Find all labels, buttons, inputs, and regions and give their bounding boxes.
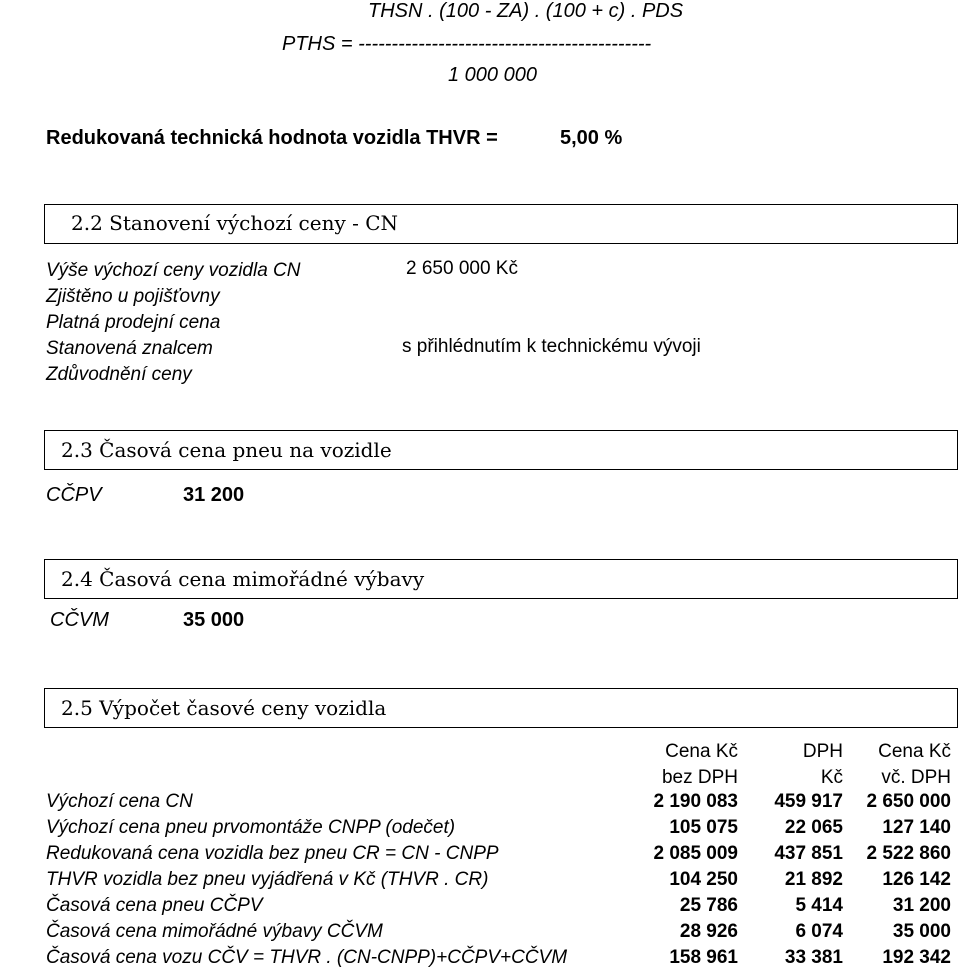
row-value-dph: 459 917 <box>774 791 843 812</box>
row-value-dph: 21 892 <box>784 869 843 890</box>
header-col3-line1: Cena Kč <box>878 741 951 762</box>
label-vyse-cn: Výše výchozí ceny vozidla CN <box>46 260 301 281</box>
row-value-dph: 5 414 <box>795 895 843 916</box>
row-value-dph: 22 065 <box>784 817 843 838</box>
section-24-header <box>44 559 958 599</box>
formula-lhs: PTHS = -------------------------------------------- <box>282 33 652 55</box>
row-value-bez-dph: 104 250 <box>669 869 738 890</box>
row-value-bez-dph: 158 961 <box>669 947 738 968</box>
thvr-value: 5,00 % <box>560 127 623 149</box>
label-stanovena: Stanovená znalcem <box>46 338 213 359</box>
row-label: Redukovaná cena vozidla bez pneu CR = CN - CNPP <box>46 843 499 864</box>
row-label: Časová cena vozu CČV = THVR . (CN-CNPP)+CČPV+CČVM <box>46 947 568 968</box>
header-col-bez-dph <box>662 739 738 791</box>
header-col2-line2: Kč <box>820 767 843 788</box>
row-value-dph: 437 851 <box>774 843 843 864</box>
section-24-value: 35 000 <box>183 609 245 631</box>
section-23-label: CČPV <box>46 484 102 506</box>
formula-denominator: 1 000 000 <box>448 64 537 86</box>
section-23-title: 2.3 Časová cena pneu na vozidle <box>61 438 392 462</box>
section-22-header <box>44 204 958 244</box>
row-value-dph: 6 074 <box>795 921 843 942</box>
row-label: THVR vozidla bez pneu vyjádřená v Kč (THVR . CR) <box>46 869 489 890</box>
row-value-vc-dph: 35 000 <box>892 921 951 942</box>
section-25-title: 2.5 Výpočet časové ceny vozidla <box>61 696 387 720</box>
label-platna: Platná prodejní cena <box>46 312 221 333</box>
row-label: Časová cena mimořádné výbavy CČVM <box>46 921 383 942</box>
header-col1-line1: Cena Kč <box>665 741 738 762</box>
row-value-vc-dph: 2 650 000 <box>866 791 951 812</box>
label-zduvodneni: Zdůvodnění ceny <box>46 364 192 385</box>
label-zjisteno: Zjištěno u pojišťovny <box>46 286 220 307</box>
row-value-dph: 33 381 <box>784 947 843 968</box>
section-22-value: 2 650 000 Kč <box>406 258 518 279</box>
section-23-header <box>44 430 958 470</box>
section-23-value: 31 200 <box>183 484 245 506</box>
section-25-header <box>44 688 958 728</box>
row-value-vc-dph: 2 522 860 <box>866 843 951 864</box>
row-value-bez-dph: 2 085 009 <box>653 843 738 864</box>
section-22-title: 2.2 Stanovení výchozí ceny - CN <box>71 211 399 235</box>
header-col1-line2: bez DPH <box>661 767 738 788</box>
row-value-vc-dph: 126 142 <box>882 869 951 890</box>
section-22-labels <box>46 258 301 388</box>
row-label: Výchozí cena pneu prvomontáže CNPP (odečet) <box>46 817 456 838</box>
row-label: Časová cena pneu CČPV <box>46 895 263 916</box>
row-value-vc-dph: 31 200 <box>892 895 951 916</box>
thvr-label: Redukovaná technická hodnota vozidla THVR = <box>46 127 498 149</box>
header-col-dph <box>803 739 843 791</box>
header-col3-line2: vč. DPH <box>881 767 951 788</box>
section-24-title: 2.4 Časová cena mimořádné výbavy <box>61 567 425 591</box>
row-value-bez-dph: 105 075 <box>669 817 738 838</box>
row-value-bez-dph: 25 786 <box>679 895 738 916</box>
row-value-vc-dph: 192 342 <box>882 947 951 968</box>
row-value-bez-dph: 2 190 083 <box>653 791 738 812</box>
section-22-note: s přihlédnutím k technickému vývoji <box>402 336 701 357</box>
row-value-bez-dph: 28 926 <box>679 921 738 942</box>
row-value-vc-dph: 127 140 <box>882 817 951 838</box>
section-24-label: CČVM <box>50 609 109 631</box>
formula-numerator: THSN . (100 - ZA) . (100 + c) . PDS <box>368 0 684 22</box>
header-col2-line1: DPH <box>802 741 843 762</box>
header-col-vc-dph <box>878 739 951 791</box>
row-label: Výchozí cena CN <box>46 791 193 812</box>
